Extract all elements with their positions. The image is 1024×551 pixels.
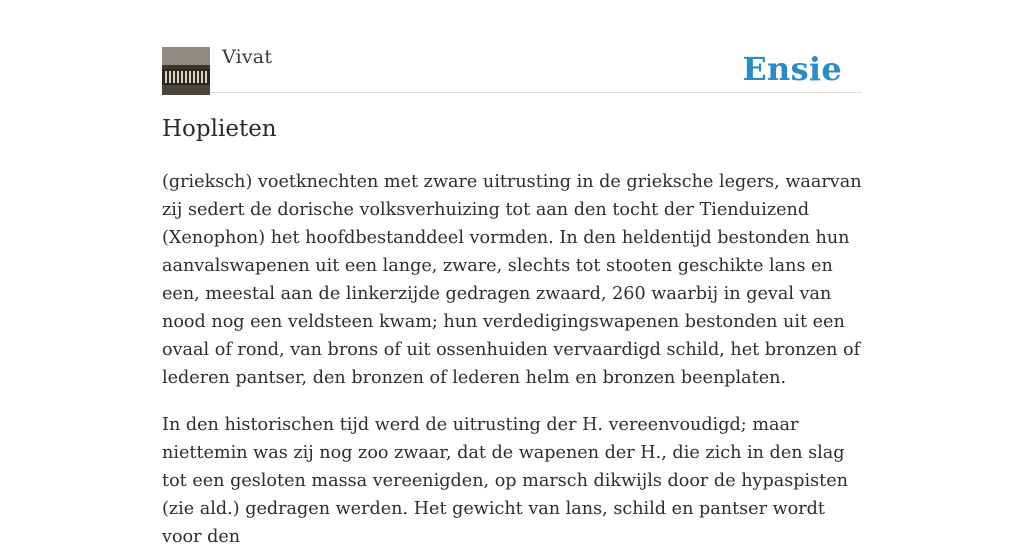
author-name[interactable]: Vivat [222,46,273,68]
page-header [162,0,862,93]
ensie-logo[interactable]: Ensie [742,50,842,88]
article-paragraph-1: (grieksch) voetknechten met zware uitrusting in de grieksche legers, waarvan zij sedert de dorische volksverhuizing tot aan den tocht der Tienduizend (Xenophon) het hoofdbestanddeel vormden. In den heldentijd bestonden hun aanvalswapenen uit een lange, zware, slechts tot stooten geschikte lans en een, meestal aan de linkerzijde gedragen zwaard, 260 waarbij in geval van nood nog een veldsteen kwam; hun verdedigingswapenen bestonden uit een ovaal of rond, van brons of uit ossenhuiden vervaardigd schild, het bronzen of lederen pantser, den bronzen of lederen helm en bronzen beenplaten. [162,172,862,388]
author-avatar[interactable] [162,47,210,95]
article-title: Hoplieten [162,116,277,142]
page-container [162,0,862,547]
typewriter-avatar-image [162,47,210,95]
article-paragraph-2: In den historischen tijd werd de uitrusting der H. vereenvoudigd; maar niettemin was zij nog zoo zwaar, dat de wapenen der H., die zich in den slag tot een gesloten massa vereenigden, op marsch dikwijls door de hypaspisten (zie ald.) gedragen werden. Het gewicht van lans, schild en pantser wordt voor den [162,415,848,547]
